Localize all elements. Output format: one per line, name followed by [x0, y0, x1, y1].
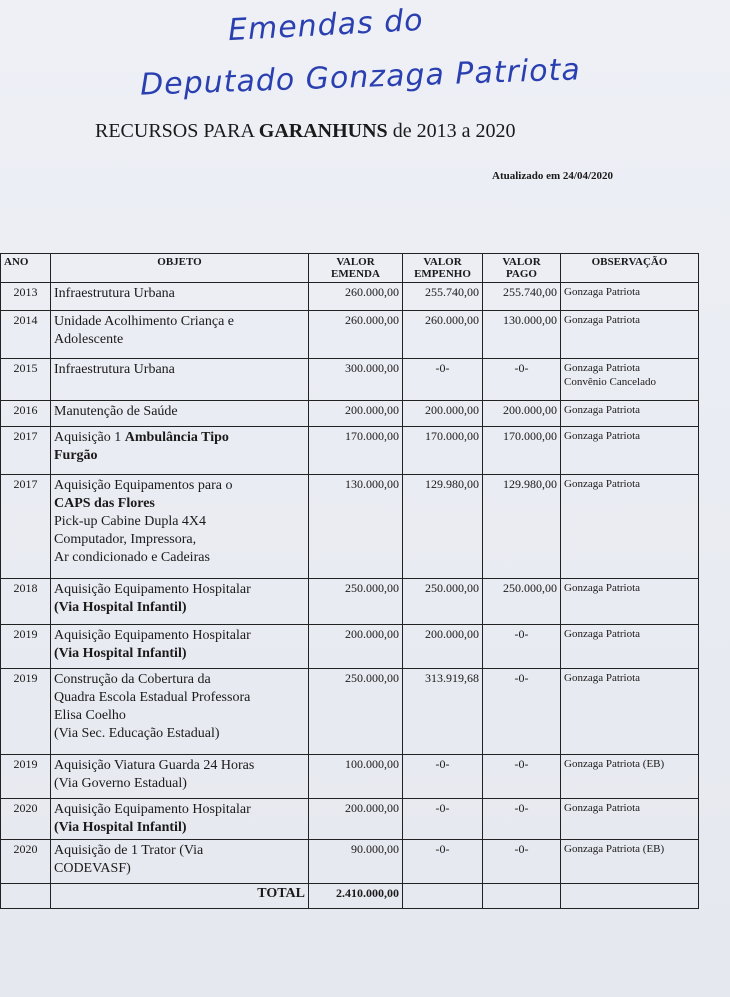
cell-valor-emenda: 250.000,00: [309, 669, 403, 755]
header-valor-empenho: [403, 254, 483, 283]
cell-valor-emenda: 200.000,00: [309, 799, 403, 840]
objeto-text: Aquisição de 1 Trator (Via: [54, 843, 204, 858]
objeto-text: Adolescente: [54, 332, 124, 347]
header-empenho-line1: VALOR: [423, 256, 462, 268]
total-value: 2.410.000,00: [309, 884, 403, 909]
table-row: [1, 427, 699, 475]
table-row: [1, 625, 699, 669]
title-suffix: de 2013 a 2020: [387, 120, 516, 142]
header-objeto: OBJETO: [51, 254, 309, 283]
cell-observacao: [561, 311, 699, 359]
table-header-row: [1, 254, 699, 283]
handwritten-line-1: Emendas do: [227, 2, 425, 49]
cell-valor-empenho: 200.000,00: [403, 625, 483, 669]
cell-observacao: [561, 283, 699, 311]
table-row: [1, 579, 699, 625]
cell-ano: 2015: [1, 359, 51, 401]
objeto-text: (Via Hospital Infantil): [54, 820, 187, 835]
total-empty-cell: [483, 884, 561, 909]
header-ano: ANO: [1, 254, 51, 283]
cell-objeto: [51, 625, 309, 669]
observacao-text: Gonzaga Patriota (EB): [564, 843, 665, 855]
cell-objeto: [51, 401, 309, 427]
cell-valor-emenda: 200.000,00: [309, 401, 403, 427]
cell-valor-emenda: 250.000,00: [309, 579, 403, 625]
table-row: [1, 359, 699, 401]
observacao-text: Gonzaga Patriota: [564, 286, 641, 298]
objeto-text: Aquisição Viatura Guarda 24 Horas: [54, 758, 255, 773]
objeto-text: Furgão: [54, 448, 98, 463]
observacao-text: Gonzaga Patriota: [564, 582, 641, 594]
cell-ano: 2017: [1, 475, 51, 579]
table-row: [1, 755, 699, 799]
cell-valor-empenho: 170.000,00: [403, 427, 483, 475]
title-prefix: RECURSOS PARA: [95, 120, 259, 142]
table-row: [1, 669, 699, 755]
objeto-text: Manutenção de Saúde: [54, 404, 178, 419]
cell-valor-pago: -0-: [483, 799, 561, 840]
cell-ano: 2020: [1, 840, 51, 884]
cell-valor-pago: 130.000,00: [483, 311, 561, 359]
cell-observacao: [561, 625, 699, 669]
objeto-text: Ambulância Tipo: [124, 430, 229, 445]
cell-observacao: [561, 401, 699, 427]
cell-objeto: [51, 669, 309, 755]
cell-valor-empenho: 200.000,00: [403, 401, 483, 427]
handwritten-line-2: Deputado Gonzaga Patriota: [139, 52, 582, 103]
objeto-text: CAPS das Flores: [54, 496, 155, 511]
total-empty-cell: [403, 884, 483, 909]
cell-observacao: [561, 799, 699, 840]
cell-valor-emenda: 260.000,00: [309, 311, 403, 359]
cell-valor-pago: -0-: [483, 755, 561, 799]
cell-valor-empenho: 260.000,00: [403, 311, 483, 359]
cell-valor-emenda: 170.000,00: [309, 427, 403, 475]
cell-observacao: [561, 475, 699, 579]
cell-objeto: [51, 799, 309, 840]
cell-ano: 2018: [1, 579, 51, 625]
cell-valor-pago: -0-: [483, 625, 561, 669]
objeto-text: Ar condicionado e Cadeiras: [54, 550, 210, 565]
cell-valor-emenda: 100.000,00: [309, 755, 403, 799]
cell-valor-emenda: 260.000,00: [309, 283, 403, 311]
cell-valor-emenda: 90.000,00: [309, 840, 403, 884]
objeto-text: Construção da Cobertura da: [54, 672, 211, 687]
observacao-text: Gonzaga Patriota: [564, 314, 641, 326]
cell-objeto: [51, 283, 309, 311]
objeto-text: Aquisição Equipamento Hospitalar: [54, 582, 251, 597]
cell-valor-emenda: 130.000,00: [309, 475, 403, 579]
cell-observacao: [561, 427, 699, 475]
objeto-text: Aquisição 1: [54, 430, 125, 445]
objeto-text: (Via Hospital Infantil): [54, 646, 187, 661]
observacao-text: Gonzaga Patriota (EB): [564, 758, 665, 770]
table-row: [1, 799, 699, 840]
cell-objeto: [51, 427, 309, 475]
cell-objeto: [51, 311, 309, 359]
objeto-text: (Via Hospital Infantil): [54, 600, 187, 615]
cell-valor-empenho: -0-: [403, 755, 483, 799]
objeto-text: Aquisição Equipamento Hospitalar: [54, 628, 251, 643]
objeto-text: (Via Governo Estadual): [54, 776, 187, 791]
table-row: [1, 283, 699, 311]
objeto-text: Computador, Impressora,: [54, 532, 197, 547]
objeto-text: Unidade Acolhimento Criança e: [54, 314, 234, 329]
cell-observacao: [561, 755, 699, 799]
document-title: [95, 120, 515, 143]
objeto-text: Aquisição Equipamento Hospitalar: [54, 802, 251, 817]
total-row: [1, 884, 699, 909]
cell-ano: 2014: [1, 311, 51, 359]
cell-observacao: [561, 840, 699, 884]
cell-valor-empenho: 250.000,00: [403, 579, 483, 625]
cell-valor-pago: -0-: [483, 359, 561, 401]
table-body: [1, 283, 699, 884]
header-emenda-line1: VALOR: [336, 256, 375, 268]
cell-ano: 2019: [1, 625, 51, 669]
cell-valor-pago: -0-: [483, 669, 561, 755]
objeto-text: (Via Sec. Educação Estadual): [54, 726, 220, 741]
cell-observacao: [561, 579, 699, 625]
objeto-text: CODEVASF): [54, 861, 131, 876]
table-row: [1, 401, 699, 427]
updated-date: Atualizado em 24/04/2020: [492, 170, 613, 182]
cell-valor-pago: 170.000,00: [483, 427, 561, 475]
resources-table: [0, 253, 699, 909]
cell-observacao: [561, 359, 699, 401]
table-row: [1, 475, 699, 579]
cell-objeto: [51, 475, 309, 579]
header-empenho-line2: EMPENHO: [414, 268, 471, 280]
header-pago-line2: PAGO: [506, 268, 537, 280]
cell-objeto: [51, 359, 309, 401]
objeto-text: Pick-up Cabine Dupla 4X4: [54, 514, 207, 529]
cell-ano: 2016: [1, 401, 51, 427]
cell-valor-empenho: -0-: [403, 799, 483, 840]
table-row: [1, 311, 699, 359]
objeto-text: Elisa Coelho: [54, 708, 126, 723]
cell-valor-pago: 255.740,00: [483, 283, 561, 311]
title-city: GARANHUNS: [258, 120, 388, 142]
objeto-text: Aquisição Equipamentos para o: [54, 478, 233, 493]
cell-ano: 2019: [1, 755, 51, 799]
cell-valor-pago: 250.000,00: [483, 579, 561, 625]
objeto-text: Infraestrutura Urbana: [54, 362, 175, 377]
cell-ano: 2013: [1, 283, 51, 311]
cell-ano: 2020: [1, 799, 51, 840]
observacao-text: Gonzaga Patriota: [564, 404, 641, 416]
cell-objeto: [51, 755, 309, 799]
header-observacao: OBSERVAÇÃO: [561, 254, 699, 283]
observacao-text: Gonzaga Patriota: [564, 628, 641, 640]
cell-objeto: [51, 579, 309, 625]
header-pago-line1: VALOR: [502, 256, 541, 268]
cell-valor-pago: 200.000,00: [483, 401, 561, 427]
cell-valor-empenho: -0-: [403, 840, 483, 884]
cell-objeto: [51, 840, 309, 884]
total-label: TOTAL: [51, 884, 309, 909]
table-row: [1, 840, 699, 884]
total-empty-cell: [1, 884, 51, 909]
cell-valor-emenda: 200.000,00: [309, 625, 403, 669]
cell-valor-empenho: 313.919,68: [403, 669, 483, 755]
cell-valor-pago: 129.980,00: [483, 475, 561, 579]
total-empty-cell: [561, 884, 699, 909]
observacao-text: Gonzaga Patriota: [564, 362, 641, 374]
observacao-text: Gonzaga Patriota: [564, 802, 641, 814]
header-valor-pago: [483, 254, 561, 283]
cell-valor-empenho: 129.980,00: [403, 475, 483, 579]
cell-valor-pago: -0-: [483, 840, 561, 884]
cell-observacao: [561, 669, 699, 755]
cell-valor-empenho: 255.740,00: [403, 283, 483, 311]
cell-ano: 2017: [1, 427, 51, 475]
cell-ano: 2019: [1, 669, 51, 755]
observacao-text: Gonzaga Patriota: [564, 478, 641, 490]
cell-valor-emenda: 300.000,00: [309, 359, 403, 401]
observacao-text: Gonzaga Patriota: [564, 672, 641, 684]
observacao-text: Gonzaga Patriota: [564, 430, 641, 442]
objeto-text: Infraestrutura Urbana: [54, 286, 175, 301]
header-valor-emenda: [309, 254, 403, 283]
objeto-text: Quadra Escola Estadual Professora: [54, 690, 251, 705]
observacao-text: Convênio Cancelado: [564, 376, 656, 388]
cell-valor-empenho: -0-: [403, 359, 483, 401]
header-emenda-line2: EMENDA: [331, 268, 380, 280]
